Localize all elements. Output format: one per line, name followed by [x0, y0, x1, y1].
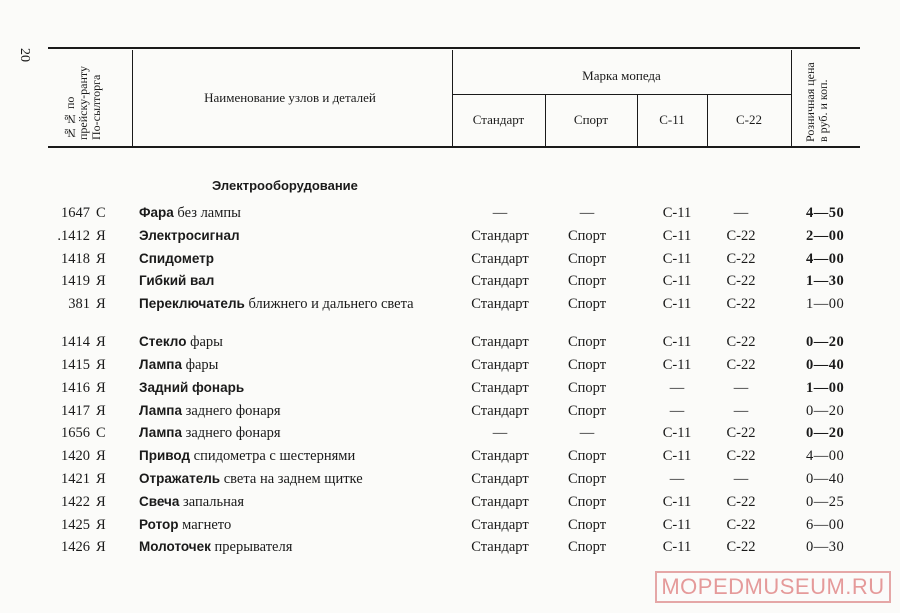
brand-s22-cell: С-22	[726, 250, 756, 267]
brand-s11-cell: С-11	[662, 296, 692, 313]
brand-standard-cell: Стандарт	[471, 516, 529, 533]
supplier-letter: С	[96, 425, 106, 442]
brand-s11-cell: —	[669, 402, 685, 419]
price-cell: 0—20	[806, 425, 845, 442]
header-brand-sport: Спорт	[573, 112, 609, 127]
part-name	[139, 205, 439, 221]
part-name-bold: Привод	[139, 448, 191, 464]
table-row	[0, 251, 900, 274]
part-name-rest: прерывателя	[210, 539, 293, 556]
brand-sport-cell: Спорт	[567, 334, 607, 351]
part-name	[139, 334, 439, 350]
supplier-letter: Я	[96, 356, 106, 373]
part-name	[139, 228, 439, 244]
brand-s11-cell: С-11	[662, 516, 692, 533]
brand-s11-cell: С-11	[662, 227, 692, 244]
part-name-bold: Гибкий вал	[139, 273, 215, 289]
part-name-bold: Лампа	[139, 402, 182, 418]
brand-s11-cell: С-11	[662, 425, 692, 442]
brand-s22-cell: —	[733, 379, 749, 396]
brand-s22-cell: —	[733, 470, 749, 487]
brand-s11-cell: С-11	[662, 493, 692, 510]
brand-sport-cell: Спорт	[567, 516, 607, 533]
header-divider	[791, 50, 792, 146]
brand-s11-cell: —	[669, 470, 685, 487]
catalog-number: .1412	[57, 227, 90, 244]
brand-s11-cell: С-11	[662, 539, 692, 556]
part-name-rest: без лампы	[173, 205, 241, 221]
brand-standard-cell: Стандарт	[471, 227, 529, 244]
catalog-number: 1426	[61, 539, 90, 556]
part-name-bold: Электросигнал	[139, 227, 240, 243]
brand-standard-cell: Стандарт	[471, 493, 529, 510]
price-cell: 1—30	[806, 273, 845, 290]
table-row	[0, 494, 900, 517]
part-name-rest: магнето	[178, 516, 232, 533]
brand-s22-cell: С-22	[726, 356, 756, 373]
brand-s22-cell: С-22	[726, 273, 756, 290]
header-brand-s11: С-11	[659, 112, 685, 127]
supplier-letter: Я	[96, 402, 106, 419]
catalog-number: 1421	[61, 470, 90, 487]
brand-s22-cell: С-22	[726, 539, 756, 556]
brand-standard-cell: Стандарт	[471, 539, 529, 556]
table-row	[0, 357, 900, 380]
supplier-letter: С	[96, 205, 106, 221]
supplier-letter: Я	[96, 334, 106, 351]
catalog-number: 1656	[61, 425, 90, 442]
price-cell: 0—20	[806, 402, 845, 419]
header-divider	[132, 50, 133, 146]
brand-standard-cell: Стандарт	[471, 296, 529, 313]
brand-sport-cell: Спорт	[567, 402, 607, 419]
table-row	[0, 273, 900, 296]
part-name-bold: Лампа	[139, 356, 182, 372]
brand-sport-cell: Спорт	[567, 539, 607, 556]
part-name	[139, 403, 439, 419]
brand-standard-cell: Стандарт	[471, 250, 529, 267]
brand-standard-cell: Стандарт	[471, 470, 529, 487]
brand-sport-cell: Спорт	[567, 448, 607, 465]
part-name-bold: Отражатель	[139, 470, 221, 486]
table-row	[0, 403, 900, 426]
brand-s22-cell: С-22	[726, 493, 756, 510]
brand-sport-cell: —	[579, 205, 595, 221]
catalog-number: 1414	[61, 334, 90, 351]
header-price-column: Розничная цена в руб. и коп.	[803, 62, 830, 142]
part-name-rest: света на заднем щитке	[220, 470, 363, 487]
supplier-letter: Я	[96, 273, 106, 290]
header-number-column: №№ по прейску-ранту По-сылторга	[63, 66, 103, 140]
header-name-column: Наименование узлов и деталей	[204, 90, 376, 105]
brand-s11-cell: С-11	[662, 273, 692, 290]
part-name	[139, 296, 439, 312]
catalog-number: 1416	[61, 379, 90, 396]
price-cell: 0—40	[806, 356, 845, 373]
part-name-bold: Ротор	[139, 516, 179, 532]
part-name	[139, 425, 439, 441]
part-name-rest: спидометра с шестернями	[190, 448, 356, 465]
table-row	[0, 517, 900, 540]
header-brand-s22: С-22	[736, 112, 762, 127]
table-row	[0, 296, 900, 334]
table-row	[0, 539, 900, 562]
brand-standard-cell: Стандарт	[471, 448, 529, 465]
part-name	[139, 357, 439, 373]
supplier-letter: Я	[96, 470, 106, 487]
brand-sport-cell: Спорт	[567, 273, 607, 290]
part-name-bold: Задний фонарь	[139, 379, 245, 395]
part-name-rest: заднего фонаря	[181, 402, 281, 419]
header-divider	[452, 50, 453, 146]
brand-standard-cell: —	[492, 425, 508, 442]
part-name	[139, 494, 439, 510]
brand-s22-cell: С-22	[726, 448, 756, 465]
part-name-rest: фары	[181, 356, 219, 373]
catalog-number: 1418	[61, 250, 90, 267]
part-name	[139, 539, 439, 555]
price-cell: 2—00	[806, 227, 845, 244]
brand-sport-cell: Спорт	[567, 250, 607, 267]
part-name-rest: ближнего и дальнего света	[244, 296, 414, 313]
supplier-letter: Я	[96, 539, 106, 556]
brand-standard-cell: —	[492, 205, 508, 221]
part-name-bold: Стекло	[139, 334, 187, 350]
brand-s11-cell: С-11	[662, 250, 692, 267]
part-name	[139, 471, 439, 487]
catalog-number: 1425	[61, 516, 90, 533]
part-name	[139, 517, 439, 533]
price-cell: 1—00	[806, 379, 845, 396]
part-name-bold: Свеча	[139, 493, 180, 509]
part-name-rest: заднего фонаря	[181, 425, 281, 442]
brand-s11-cell: С-11	[662, 356, 692, 373]
supplier-letter: Я	[96, 448, 106, 465]
brand-s22-cell: С-22	[726, 425, 756, 442]
header-brand-group: Марка мопеда	[582, 68, 661, 83]
brand-s22-cell: С-22	[726, 296, 756, 313]
brand-sport-cell: —	[579, 425, 595, 442]
price-cell: 4—00	[806, 250, 845, 267]
supplier-letter: Я	[96, 227, 106, 244]
part-name	[139, 448, 439, 464]
table-row	[0, 228, 900, 251]
brand-s11-cell: С-11	[662, 205, 692, 221]
brand-s11-cell: —	[669, 379, 685, 396]
brand-s22-cell: С-22	[726, 334, 756, 351]
part-name-rest: фары	[186, 334, 223, 351]
part-name	[139, 380, 439, 396]
catalog-number: 1422	[61, 493, 90, 510]
brand-sport-cell: Спорт	[567, 379, 607, 396]
brand-sport-cell: Спорт	[567, 493, 607, 510]
part-name-bold: Лампа	[139, 425, 182, 441]
price-cell: 0—25	[806, 493, 845, 510]
table-row	[0, 205, 900, 228]
brand-s11-cell: С-11	[662, 334, 692, 351]
brand-sport-cell: Спорт	[567, 227, 607, 244]
part-name-bold: Переключатель	[139, 296, 245, 312]
supplier-letter: Я	[96, 296, 106, 313]
brand-s22-cell: —	[733, 205, 749, 221]
brand-s11-cell: С-11	[662, 448, 692, 465]
price-cell: 0—40	[806, 470, 845, 487]
catalog-number: 1415	[61, 356, 90, 373]
table-row	[0, 380, 900, 403]
supplier-letter: Я	[96, 379, 106, 396]
catalog-number: 1647	[61, 205, 90, 221]
brand-group-rule	[452, 94, 791, 95]
supplier-letter: Я	[96, 250, 106, 267]
table-row	[0, 471, 900, 494]
table-row	[0, 448, 900, 471]
price-cell: 1—00	[806, 296, 845, 313]
table-row	[0, 425, 900, 448]
part-name-bold: Молоточек	[139, 539, 211, 555]
price-cell: 0—30	[806, 539, 845, 556]
header-bottom-rule	[48, 146, 860, 148]
price-cell: 4—50	[806, 205, 845, 221]
part-name-bold: Фара	[139, 205, 174, 220]
supplier-letter: Я	[96, 493, 106, 510]
brand-standard-cell: Стандарт	[471, 334, 529, 351]
brand-s22-cell: С-22	[726, 227, 756, 244]
part-name	[139, 251, 439, 267]
part-name-rest: запальная	[179, 493, 245, 510]
brand-s22-cell: —	[733, 402, 749, 419]
brand-standard-cell: Стандарт	[471, 379, 529, 396]
parts-table-body	[0, 205, 900, 562]
header-brand-standard: Стандарт	[472, 112, 525, 127]
price-cell: 6—00	[806, 516, 845, 533]
brand-standard-cell: Стандарт	[471, 273, 529, 290]
catalog-number: 1420	[61, 448, 90, 465]
brand-sport-cell: Спорт	[567, 470, 607, 487]
brand-standard-cell: Стандарт	[471, 402, 529, 419]
part-name	[139, 273, 439, 289]
price-cell: 4—00	[806, 448, 845, 465]
catalog-number: 1419	[61, 273, 90, 290]
brand-s22-cell: С-22	[726, 516, 756, 533]
table-row	[0, 334, 900, 357]
brand-sport-cell: Спорт	[567, 356, 607, 373]
catalog-number: 381	[68, 296, 90, 313]
brand-sport-cell: Спорт	[567, 296, 607, 313]
price-cell: 0—20	[806, 334, 845, 351]
header-top-rule	[48, 47, 860, 49]
catalog-number: 1417	[61, 402, 90, 419]
supplier-letter: Я	[96, 516, 106, 533]
section-title: Электрооборудование	[212, 178, 358, 193]
part-name-bold: Спидометр	[139, 250, 215, 266]
watermark: MOPEDMUSEUM.RU	[655, 571, 891, 603]
brand-standard-cell: Стандарт	[471, 356, 529, 373]
page-number: 20	[17, 48, 32, 62]
